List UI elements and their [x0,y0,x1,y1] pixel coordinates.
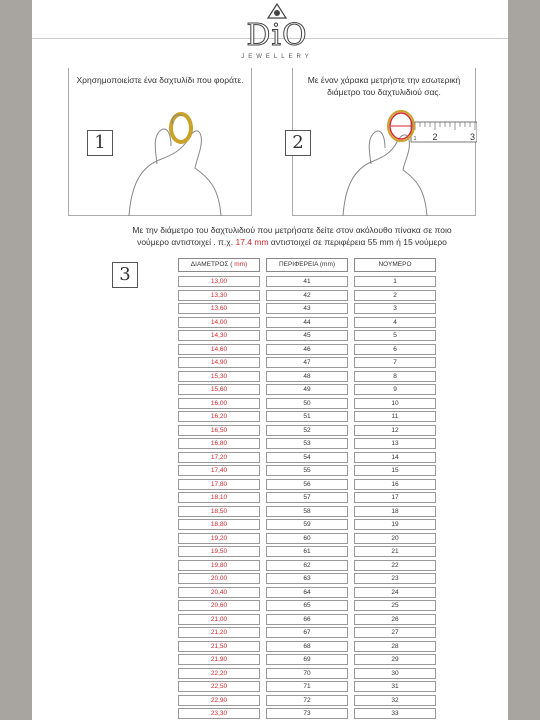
cell-diameter: 21,90 [178,654,260,665]
brand-name: DiO [246,18,308,53]
cell-diameter: 14,30 [178,330,260,341]
cell-circumference: 59 [266,519,348,530]
cell-circumference: 73 [266,708,348,719]
table-row [178,303,438,315]
step-2-panel [292,68,476,216]
cell-size: 15 [354,465,436,476]
header-diameter-label: ΔΙΑΜΕΤΡΟΣ ( [190,261,233,268]
cell-size: 19 [354,519,436,530]
cell-size: 27 [354,627,436,638]
cell-circumference: 42 [266,290,348,301]
table-row [178,276,438,288]
cell-diameter: 18,50 [178,506,260,517]
cell-size: 28 [354,641,436,652]
table-row [178,384,438,396]
cell-size: 1 [354,276,436,287]
cell-circumference: 67 [266,627,348,638]
cell-diameter: 14,00 [178,317,260,328]
cell-size: 11 [354,411,436,422]
cell-circumference: 55 [266,465,348,476]
cell-size: 2 [354,290,436,301]
cell-size: 12 [354,425,436,436]
cell-diameter: 19,50 [178,546,260,557]
table-row [178,519,438,531]
step-1-text: Χρησημοποιείστε ένα δαχτυλίδι που φοράτε. [76,75,244,85]
cell-diameter: 22,50 [178,681,260,692]
cell-diameter: 14,90 [178,357,260,368]
table-row [178,573,438,585]
table-row [178,425,438,437]
table-row [178,695,438,707]
cell-size: 3 [354,303,436,314]
cell-circumference: 44 [266,317,348,328]
table-row [178,398,438,410]
cell-size: 29 [354,654,436,665]
table-row [178,452,438,464]
cell-size: 18 [354,506,436,517]
cell-circumference: 70 [266,668,348,679]
brand-subtitle: JEWELLERY [241,54,313,60]
cell-diameter: 21,50 [178,641,260,652]
cell-diameter: 19,20 [178,533,260,544]
table-row [178,438,438,450]
cell-circumference: 53 [266,438,348,449]
cell-size: 20 [354,533,436,544]
cell-size: 30 [354,668,436,679]
cell-circumference: 64 [266,587,348,598]
cell-circumference: 54 [266,452,348,463]
table-row [178,465,438,477]
table-row [178,614,438,626]
cell-circumference: 62 [266,560,348,571]
step-2-text: Με έναν χάρακα μετρήστε την εσωτερική διάμετρο του δαχτυλιδιού σας. [307,75,461,97]
cell-circumference: 68 [266,641,348,652]
cell-circumference: 69 [266,654,348,665]
cell-diameter: 17,20 [178,452,260,463]
table-row [178,317,438,329]
header-diameter-unit: mm) [234,261,248,268]
table-row [178,668,438,680]
cell-diameter: 15,30 [178,371,260,382]
instruction-line-2-a: νούμερο αντιστοιχεί . π.χ. [137,237,236,247]
cell-diameter: 16,50 [178,425,260,436]
cell-circumference: 65 [266,600,348,611]
table-row [178,344,438,356]
cell-diameter: 17,40 [178,465,260,476]
cell-diameter: 19,80 [178,560,260,571]
table-row [178,560,438,572]
cell-circumference: 43 [266,303,348,314]
table-row [178,708,438,720]
cell-size: 8 [354,371,436,382]
cell-diameter: 14,60 [178,344,260,355]
step-3-number: 3 [112,262,138,288]
header-size: ΝΟΥΜΕΡΟ [354,258,436,272]
cell-circumference: 48 [266,371,348,382]
table-row [178,330,438,342]
hand-holding-ring-illustration [69,98,253,216]
cell-size: 21 [354,546,436,557]
cell-size: 14 [354,452,436,463]
cell-size: 23 [354,573,436,584]
table-row [178,587,438,599]
cell-circumference: 49 [266,384,348,395]
cell-circumference: 71 [266,681,348,692]
table-row [178,533,438,545]
cell-circumference: 51 [266,411,348,422]
table-row [178,600,438,612]
table-row [178,546,438,558]
table-row [178,654,438,666]
table-row [178,411,438,423]
cell-size: 31 [354,681,436,692]
cell-size: 22 [354,560,436,571]
cell-diameter: 13,60 [178,303,260,314]
cell-size: 33 [354,708,436,719]
cell-size: 17 [354,492,436,503]
cell-circumference: 47 [266,357,348,368]
cell-circumference: 72 [266,695,348,706]
table-row [178,479,438,491]
cell-diameter: 23,30 [178,708,260,719]
cell-size: 32 [354,695,436,706]
cell-size: 10 [354,398,436,409]
size-guide-sheet [32,0,508,720]
cell-diameter: 16,00 [178,398,260,409]
cell-circumference: 52 [266,425,348,436]
cell-size: 9 [354,384,436,395]
cell-circumference: 45 [266,330,348,341]
ruler-measuring-illustration [293,98,477,216]
cell-size: 25 [354,600,436,611]
cell-diameter: 16,80 [178,438,260,449]
cell-diameter: 16,20 [178,411,260,422]
cell-diameter: 18,80 [178,519,260,530]
cell-size: 16 [354,479,436,490]
cell-circumference: 66 [266,614,348,625]
table-row [178,681,438,693]
cell-circumference: 57 [266,492,348,503]
ruler-tick-label: 1 [413,136,417,142]
cell-diameter: 20,40 [178,587,260,598]
cell-size: 6 [354,344,436,355]
table-row [178,492,438,504]
cell-size: 7 [354,357,436,368]
ruler-tick-label: 2 [432,132,438,142]
cell-size: 24 [354,587,436,598]
header-diameter [178,258,260,272]
table-row [178,641,438,653]
cell-size: 5 [354,330,436,341]
cell-diameter: 20,60 [178,600,260,611]
instruction-line-2 [102,236,482,248]
cell-diameter: 21,00 [178,614,260,625]
cell-circumference: 60 [266,533,348,544]
cell-circumference: 46 [266,344,348,355]
cell-size: 4 [354,317,436,328]
cell-circumference: 63 [266,573,348,584]
step-1-number: 1 [87,130,113,156]
cell-circumference: 58 [266,506,348,517]
table-row [178,506,438,518]
brand-logo [232,2,322,72]
cell-diameter: 13,30 [178,290,260,301]
cell-size: 13 [354,438,436,449]
table-row [178,290,438,302]
cell-circumference: 41 [266,276,348,287]
cell-circumference: 56 [266,479,348,490]
table-row [178,371,438,383]
cell-diameter: 20,00 [178,573,260,584]
cell-diameter: 13,00 [178,276,260,287]
cell-diameter: 21,20 [178,627,260,638]
step-1-panel [68,68,252,216]
cell-diameter: 18,10 [178,492,260,503]
cell-circumference: 50 [266,398,348,409]
cell-diameter: 15,60 [178,384,260,395]
instruction-line-1: Με την διάμετρο του δαχτυλιδιού που μετρήσατε δείτε στον ακόλουθο πίνακα σε ποιο [132,225,452,235]
instruction-text [102,224,482,248]
instruction-example-value: 17.4 mm [235,237,269,247]
step-2-number: 2 [285,130,311,156]
cell-circumference: 61 [266,546,348,557]
ruler-tick-label: 3 [469,132,475,142]
cell-diameter: 17,80 [178,479,260,490]
cell-diameter: 22,20 [178,668,260,679]
table-row [178,357,438,369]
header-circumference: ΠΕΡΙΦΕΡΕΙΑ (mm) [266,258,348,272]
instruction-line-2-b: αντιστοιχεί σε περιφέρεια 55 mm ή 15 νούμερο [268,237,447,247]
cell-diameter: 22,90 [178,695,260,706]
table-row [178,627,438,639]
cell-size: 26 [354,614,436,625]
